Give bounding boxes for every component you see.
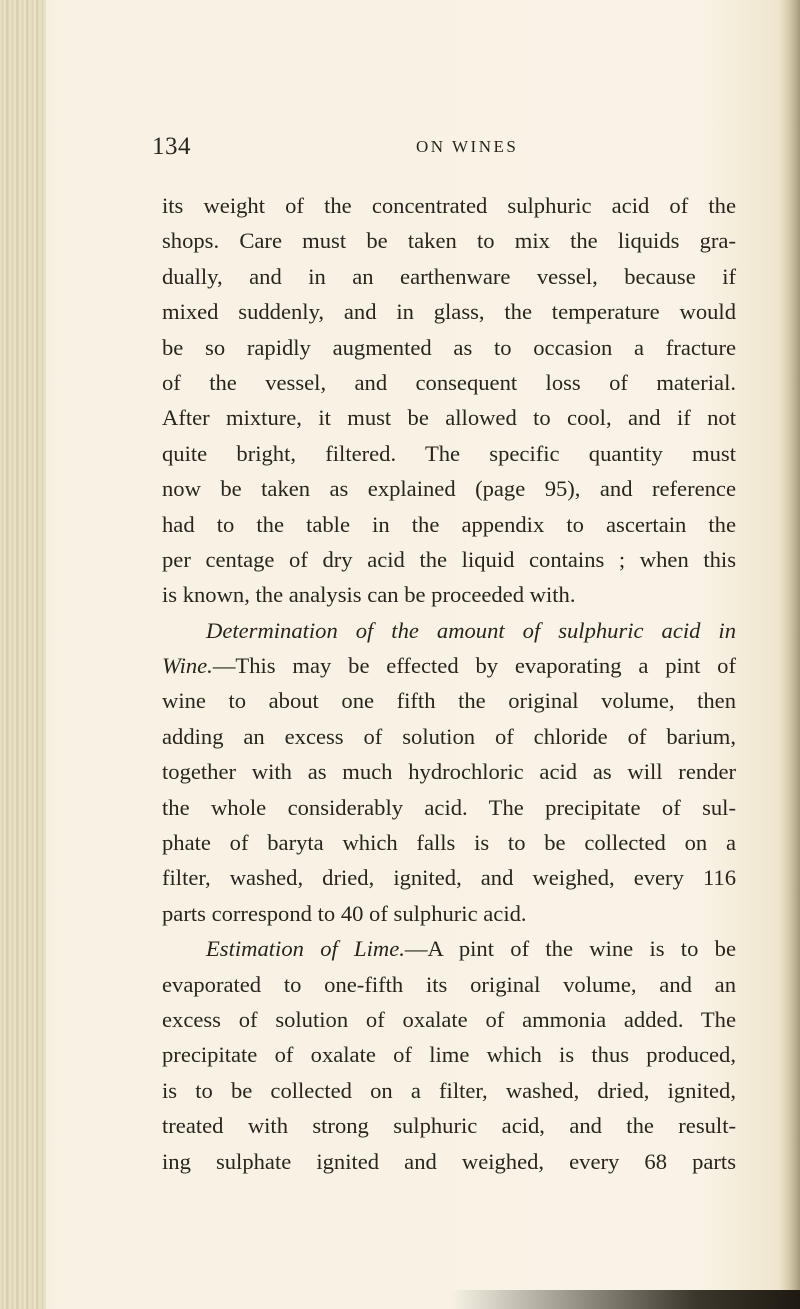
text-line: excess of solution of oxalate of ammonia added. The bbox=[162, 1006, 736, 1032]
section-heading-sulphuric: Determination of the amount of sulphuric acid in bbox=[206, 617, 736, 643]
section-heading-lime: Estimation of Lime. bbox=[206, 936, 405, 962]
text-run: —A pint of the wine is to be bbox=[404, 936, 736, 962]
text-line: shops. Care must be taken to mix the liquids gra- bbox=[162, 228, 736, 254]
text-line: wine to about one fifth the original volume, then bbox=[162, 688, 736, 714]
text-line: dually, and in an earthenware vessel, because if bbox=[162, 263, 736, 289]
text-line: phate of baryta which falls is to be collected on a bbox=[162, 830, 736, 856]
text-line: is known, the analysis can be proceeded with. bbox=[162, 582, 576, 608]
text-line: had to the table in the appendix to ascertain the bbox=[162, 511, 736, 537]
page-header bbox=[152, 133, 742, 163]
paragraph-heading-line bbox=[162, 613, 736, 648]
text-line: the whole considerably acid. The precipitate of sul- bbox=[162, 794, 736, 820]
body-text bbox=[162, 188, 736, 1179]
text-line: precipitate of oxalate of lime which is thus produced, bbox=[162, 1042, 736, 1068]
text-line: evaporated to one-fifth its original volume, and an bbox=[162, 971, 736, 997]
text-line: together with as much hydrochloric acid as will render bbox=[162, 759, 736, 785]
book-spine-shadow bbox=[0, 0, 46, 1309]
text-line: quite bright, filtered. The specific quantity must bbox=[162, 440, 736, 466]
running-head: ON WINES bbox=[416, 137, 519, 156]
text-line: filter, washed, dried, ignited, and weighed, every 116 bbox=[162, 865, 736, 891]
text-line: treated with strong sulphuric acid, and the result- bbox=[162, 1113, 736, 1139]
text-line: be so rapidly augmented as to occasion a fracture bbox=[162, 334, 736, 360]
page-edge-shadow bbox=[778, 0, 800, 1309]
section-heading-wine: Wine. bbox=[162, 653, 213, 679]
text-line: its weight of the concentrated sulphuric acid of the bbox=[162, 193, 736, 218]
paragraph-heading-line bbox=[162, 931, 736, 966]
text-run: —This may be effected by evaporating a pint of bbox=[212, 653, 736, 679]
page-corner-shadow bbox=[450, 1290, 800, 1309]
page-number: 134 bbox=[152, 133, 191, 160]
text-line bbox=[162, 648, 736, 683]
text-line: now be taken as explained (page 95), and reference bbox=[162, 476, 736, 502]
text-line: parts correspond to 40 of sulphuric acid. bbox=[162, 900, 527, 926]
text-line: per centage of dry acid the liquid contains ; when this bbox=[162, 546, 736, 572]
text-line: After mixture, it must be allowed to cool, and if not bbox=[162, 405, 736, 431]
text-line: of the vessel, and consequent loss of material. bbox=[162, 369, 736, 395]
text-line: ing sulphate ignited and weighed, every 68 parts bbox=[162, 1148, 736, 1174]
text-line: mixed suddenly, and in glass, the temperature would bbox=[162, 299, 736, 325]
text-line: adding an excess of solution of chloride of barium, bbox=[162, 723, 736, 749]
text-line: is to be collected on a filter, washed, dried, ignited, bbox=[162, 1077, 736, 1103]
